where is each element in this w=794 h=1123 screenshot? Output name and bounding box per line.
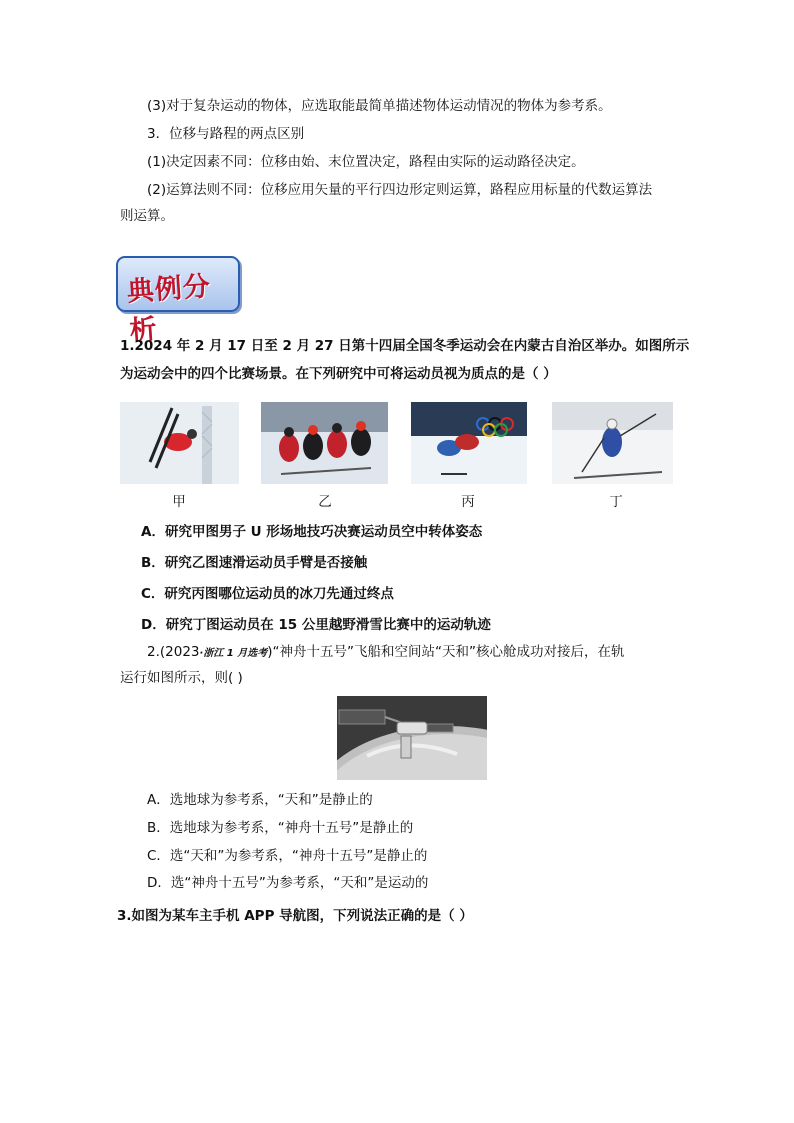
q2-prefix: 2.(2023 xyxy=(147,644,200,660)
caption-bing: 丙 xyxy=(461,494,475,510)
photo-speed-skaters xyxy=(261,402,388,484)
badge-label: 典例分析 xyxy=(125,271,212,347)
q1-option-a: A．研究甲图男子 U 形场地技巧决赛运动员空中转体姿态 xyxy=(141,524,483,540)
q2-stem-line2: 运行如图所示，则( ) xyxy=(120,670,243,686)
section-heading: 3．位移与路程的两点区别 xyxy=(147,126,305,142)
caption-yi: 乙 xyxy=(318,494,332,510)
q2-source: ·浙江 1 月选考 xyxy=(199,648,268,659)
q2-option-a: A．选地球为参考系，“天和”是静止的 xyxy=(147,792,373,808)
q1-option-c: C．研究丙图哪位运动员的冰刀先通过终点 xyxy=(141,586,394,602)
q1-stem-line2: 为运动会中的四个比赛场景。在下列研究中可将运动员视为质点的是（ ） xyxy=(120,366,557,382)
photo-aerial-skier xyxy=(120,402,239,484)
text-line: 则运算。 xyxy=(120,208,174,224)
caption-ding: 丁 xyxy=(609,494,623,510)
q2-option-b: B．选地球为参考系，“神舟十五号”是静止的 xyxy=(147,820,414,836)
q2-option-d: D．选“神舟十五号”为参考系，“天和”是运动的 xyxy=(147,875,429,891)
q2-stem-rest: )“神舟十五号”飞船和空间站“天和”核心舱成功对接后，在轨 xyxy=(267,644,625,660)
q1-option-d: D．研究丁图运动员在 15 公里越野滑雪比赛中的运动轨迹 xyxy=(141,617,491,633)
caption-jia: 甲 xyxy=(172,494,186,510)
photo-cross-country xyxy=(552,402,673,484)
photo-space-station xyxy=(337,696,487,780)
q2-stem-line1 xyxy=(147,642,625,664)
text-line: (2)运算法则不同：位移应用矢量的平行四边形定则运算，路程应用标量的代数运算法 xyxy=(147,182,653,198)
example-analysis-badge xyxy=(116,256,240,347)
q1-option-b: B．研究乙图速滑运动员手臂是否接触 xyxy=(141,555,368,571)
text-line: (1)决定因素不同：位移由始、末位置决定，路程由实际的运动路径决定。 xyxy=(147,154,585,170)
q3-stem: 3.如图为某车主手机 APP 导航图，下列说法正确的是（ ） xyxy=(117,908,473,924)
q2-option-c: C．选“天和”为参考系，“神舟十五号”是静止的 xyxy=(147,848,428,864)
q1-stem-line1: 1.2024 年 2 月 17 日至 2 月 27 日第十四届全国冬季运动会在内蒙古自治区举办。如图所示 xyxy=(120,338,690,354)
photo-short-track xyxy=(411,402,527,484)
text-line: (3)对于复杂运动的物体，应选取能最简单描述物体运动情况的物体为参考系。 xyxy=(147,98,612,114)
